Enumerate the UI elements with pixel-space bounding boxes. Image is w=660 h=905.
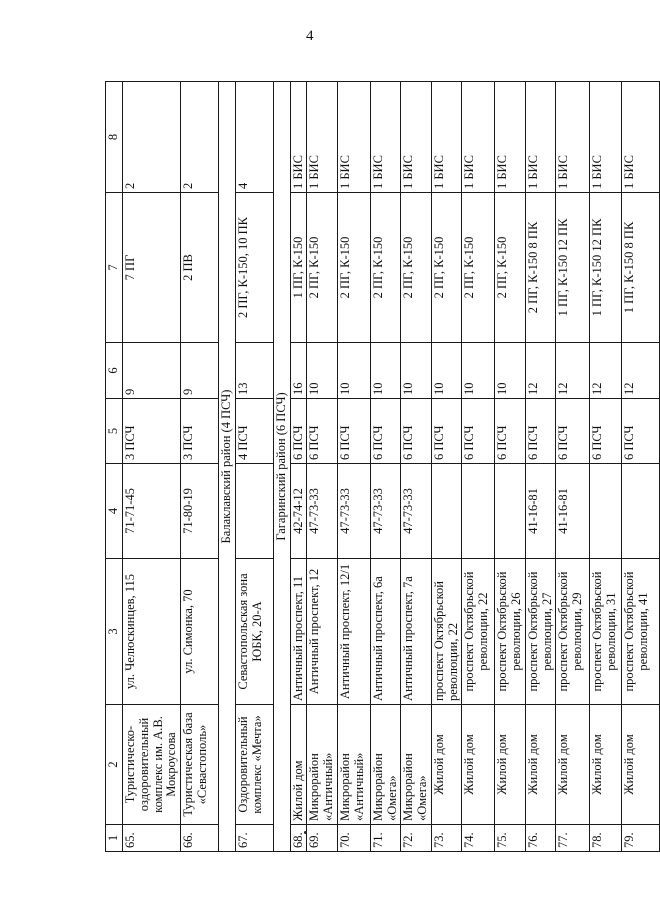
object-phone: 41-16-81 xyxy=(525,464,556,559)
header-cell: 4 xyxy=(106,464,123,559)
data-table xyxy=(105,81,660,852)
object-c7: 1 ПГ, К-150 12 ПК xyxy=(590,193,622,343)
object-name: Жилой дом xyxy=(290,705,307,825)
row-number: 65. xyxy=(123,825,181,852)
table-row xyxy=(181,82,219,852)
object-unit: 4 ПСЧ xyxy=(235,399,273,464)
object-c8: 1 БИС xyxy=(495,82,526,193)
header-cell: 2 xyxy=(106,705,123,825)
table-row xyxy=(590,82,622,852)
object-c6: 10 xyxy=(495,343,526,399)
object-c8: 4 xyxy=(235,82,273,193)
object-c8: 1 БИС xyxy=(590,82,622,193)
object-name: Жилой дом xyxy=(590,705,622,825)
object-c8: 2 xyxy=(123,82,181,193)
row-number: 75. xyxy=(495,825,526,852)
object-unit: 6 ПСЧ xyxy=(556,399,590,464)
object-c8: 2 xyxy=(181,82,219,193)
object-phone xyxy=(235,464,273,559)
object-unit: 6 ПСЧ xyxy=(525,399,556,464)
object-c6: 10 xyxy=(370,343,401,399)
object-name: Туристическо-оздоровительный комплекс им. А.В. Мокроусова xyxy=(123,705,181,825)
object-c8: 1 БИС xyxy=(370,82,401,193)
object-phone: 71-71-45 xyxy=(123,464,181,559)
object-name: Туристическая база «Севастополь» xyxy=(181,705,219,825)
object-c6: 12 xyxy=(622,343,660,399)
object-phone: 47-73-33 xyxy=(370,464,401,559)
object-address: проспект Октябрьской революции, 27 xyxy=(525,559,556,705)
object-name: Микрорайон «Античный» xyxy=(337,705,370,825)
object-address: проспект Октябрьской революции, 41 xyxy=(622,559,660,705)
table-row xyxy=(525,82,556,852)
object-phone xyxy=(495,464,526,559)
object-address: проспект Октябрьской революции, 31 xyxy=(590,559,622,705)
header-cell: 3 xyxy=(106,559,123,705)
object-c7: 2 ПГ, К-150 8 ПК xyxy=(525,193,556,343)
object-unit: 3 ПСЧ xyxy=(123,399,181,464)
object-name: Жилой дом xyxy=(556,705,590,825)
object-phone xyxy=(622,464,660,559)
table-row xyxy=(462,82,495,852)
object-c7: 2 ПГ, К-150 xyxy=(431,193,462,343)
table-row xyxy=(401,82,432,852)
row-number: 69. xyxy=(307,825,338,852)
table-row xyxy=(622,82,660,852)
object-c8: 1 БИС xyxy=(290,82,307,193)
object-c6: 10 xyxy=(307,343,338,399)
object-name: Микрорайон «Омега» xyxy=(370,705,401,825)
object-name: Жилой дом xyxy=(525,705,556,825)
table-row xyxy=(431,82,462,852)
object-unit: 6 ПСЧ xyxy=(337,399,370,464)
table-row xyxy=(307,82,338,852)
table-row xyxy=(556,82,590,852)
object-c6: 16 xyxy=(290,343,307,399)
object-c6: 10 xyxy=(337,343,370,399)
object-c7: 1 ПГ, К-150 8 ПК xyxy=(622,193,660,343)
object-address: проспект Октябрьской революции, 29 xyxy=(556,559,590,705)
district-heading: Гагаринский район (6 ПСЧ) xyxy=(273,82,290,852)
district-row xyxy=(273,82,290,852)
object-c8: 1 БИС xyxy=(556,82,590,193)
object-address: Античный проспект, 7а xyxy=(401,559,432,705)
row-number: 73. xyxy=(431,825,462,852)
object-address: Античный проспект, 12/1 xyxy=(337,559,370,705)
object-c8: 1 БИС xyxy=(401,82,432,193)
object-phone: 71-80-19 xyxy=(181,464,219,559)
object-unit: 6 ПСЧ xyxy=(370,399,401,464)
object-address: Античный проспект, 6а xyxy=(370,559,401,705)
object-c8: 1 БИС xyxy=(622,82,660,193)
header-cell: 5 xyxy=(106,399,123,464)
object-unit: 6 ПСЧ xyxy=(290,399,307,464)
object-c7: 1 ПГ, К-150 12 ПК xyxy=(556,193,590,343)
object-c6: 10 xyxy=(462,343,495,399)
district-heading: Балаклавский район (4 ПСЧ) xyxy=(219,82,236,852)
object-phone: 47-73-33 xyxy=(307,464,338,559)
object-phone xyxy=(462,464,495,559)
object-address: Севастопольская зона ЮБК, 20-А xyxy=(235,559,273,705)
row-number: 68. xyxy=(290,825,307,852)
object-phone: 47-73-33 xyxy=(337,464,370,559)
object-address: Античный проспект, 12 xyxy=(307,559,338,705)
object-c6: 12 xyxy=(556,343,590,399)
object-c7: 2 ПГ, К-150 xyxy=(495,193,526,343)
object-c6: 13 xyxy=(235,343,273,399)
row-number: 79. xyxy=(622,825,660,852)
object-c7: 2 ПГ, К-150 xyxy=(462,193,495,343)
object-unit: 6 ПСЧ xyxy=(590,399,622,464)
district-row xyxy=(219,82,236,852)
row-number: 70. xyxy=(337,825,370,852)
object-name: Жилой дом xyxy=(431,705,462,825)
object-c7: 2 ПГ, К-150 xyxy=(337,193,370,343)
object-unit: 3 ПСЧ xyxy=(181,399,219,464)
object-c7: 2 ПВ xyxy=(181,193,219,343)
object-phone: 47-73-33 xyxy=(401,464,432,559)
object-c6: 10 xyxy=(401,343,432,399)
stray-mark xyxy=(304,831,307,834)
object-c7: 1 ПГ, К-150 xyxy=(290,193,307,343)
table-row xyxy=(495,82,526,852)
table-row xyxy=(290,82,307,852)
object-c7: 2 ПГ, К-150 xyxy=(370,193,401,343)
row-number: 74. xyxy=(462,825,495,852)
object-name: Микрорайон «Омега» xyxy=(401,705,432,825)
object-address: ул. Челюскинцев, 115 xyxy=(123,559,181,705)
object-unit: 6 ПСЧ xyxy=(401,399,432,464)
object-name: Жилой дом xyxy=(495,705,526,825)
header-cell: 7 xyxy=(106,193,123,343)
object-unit: 6 ПСЧ xyxy=(431,399,462,464)
object-phone: 41-16-81 xyxy=(556,464,590,559)
object-unit: 6 ПСЧ xyxy=(495,399,526,464)
object-address: проспект Октябрьской революции, 22 xyxy=(431,559,462,705)
object-c8: 1 БИС xyxy=(431,82,462,193)
object-name: Жилой дом xyxy=(622,705,660,825)
object-c6: 12 xyxy=(590,343,622,399)
object-c8: 1 БИС xyxy=(462,82,495,193)
table-row xyxy=(235,82,273,852)
row-number: 66. xyxy=(181,825,219,852)
table-rotated-container xyxy=(105,82,650,852)
row-number: 71. xyxy=(370,825,401,852)
object-unit: 6 ПСЧ xyxy=(622,399,660,464)
page-number: 4 xyxy=(306,28,314,44)
object-phone xyxy=(590,464,622,559)
header-cell: 6 xyxy=(106,343,123,399)
object-unit: 6 ПСЧ xyxy=(462,399,495,464)
object-address: проспект Октябрьской революции, 22 xyxy=(462,559,495,705)
object-address: Античный проспект, 11 xyxy=(290,559,307,705)
object-name: Жилой дом xyxy=(462,705,495,825)
row-number: 77. xyxy=(556,825,590,852)
object-address: проспект Октябрьской революции, 26 xyxy=(495,559,526,705)
object-c8: 1 БИС xyxy=(525,82,556,193)
table-row xyxy=(337,82,370,852)
row-number: 78. xyxy=(590,825,622,852)
row-number: 67. xyxy=(235,825,273,852)
object-c7: 7 ПГ xyxy=(123,193,181,343)
table-row xyxy=(370,82,401,852)
object-c8: 1 БИС xyxy=(307,82,338,193)
object-c6: 9 xyxy=(123,343,181,399)
table-row xyxy=(123,82,181,852)
header-row xyxy=(106,82,123,852)
object-c6: 12 xyxy=(525,343,556,399)
object-c7: 2 ПГ, К-150 xyxy=(401,193,432,343)
object-c7: 2 ПГ, К-150, 10 ПК xyxy=(235,193,273,343)
object-c7: 2 ПГ, К-150 xyxy=(307,193,338,343)
object-c8: 1 БИС xyxy=(337,82,370,193)
object-c6: 9 xyxy=(181,343,219,399)
row-number: 76. xyxy=(525,825,556,852)
object-name: Оздоровительный комплекс «Мечта» xyxy=(235,705,273,825)
object-address: ул. Симонка, 70 xyxy=(181,559,219,705)
object-unit: 6 ПСЧ xyxy=(307,399,338,464)
header-cell: 1 xyxy=(106,825,123,852)
header-cell: 8 xyxy=(106,82,123,193)
row-number: 72. xyxy=(401,825,432,852)
object-name: Микрорайон «Античный» xyxy=(307,705,338,825)
object-phone xyxy=(431,464,462,559)
object-phone: 42-74-12 xyxy=(290,464,307,559)
object-c6: 10 xyxy=(431,343,462,399)
